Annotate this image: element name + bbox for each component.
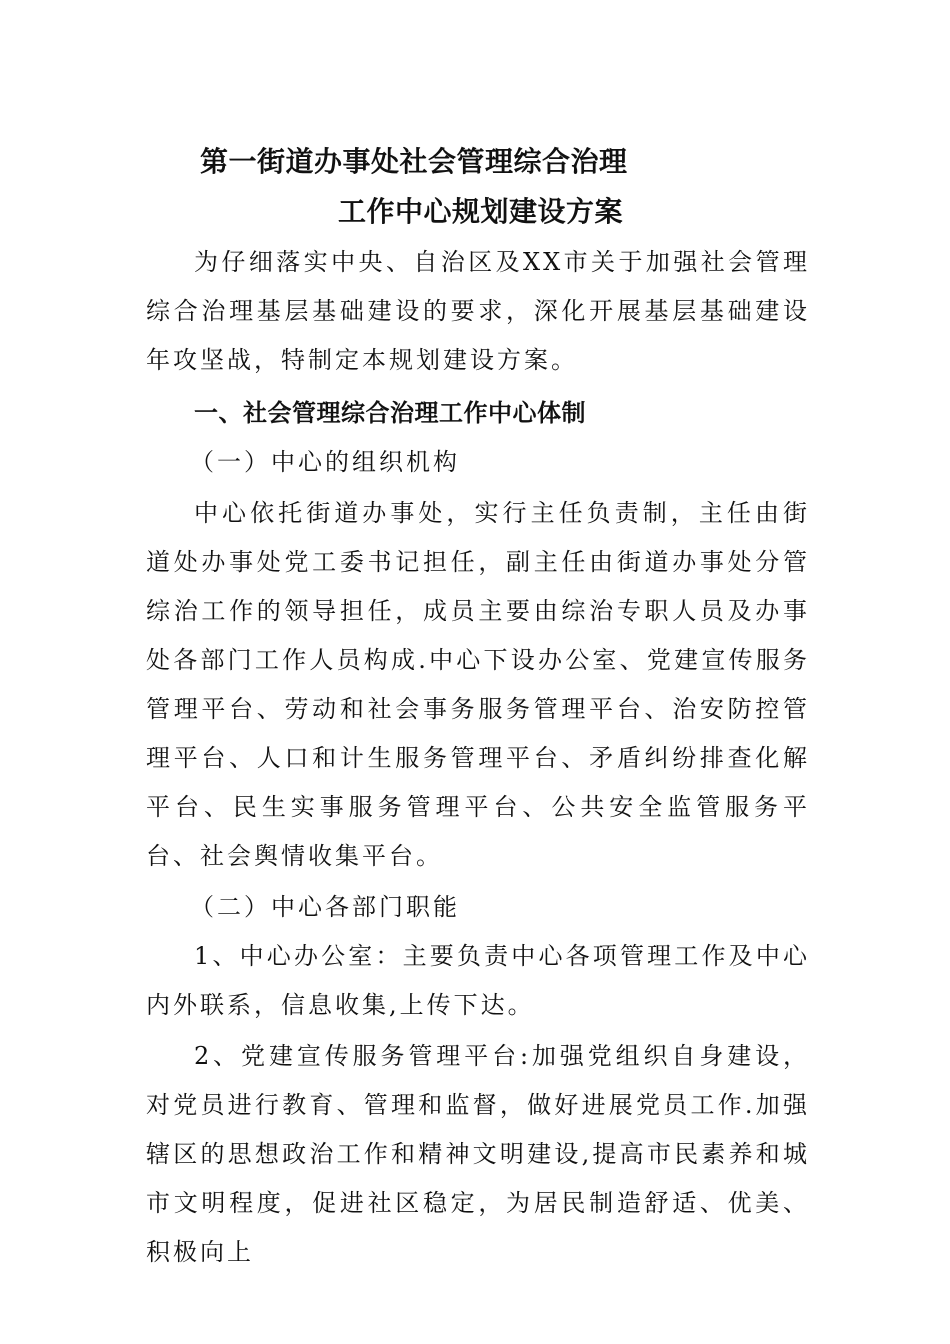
document-title-line-1: 第一街道办事处社会管理综合治理 — [200, 145, 628, 178]
item-1-paragraph: 1、中心办公室：主要负责中心各项管理工作及中心内外联系，信息收集,上传下达。 — [146, 942, 810, 1019]
subsection-1-heading: （一）中心的组织机构 — [190, 448, 460, 476]
section-1-heading: 一、社会管理综合治理工作中心体制 — [194, 399, 586, 427]
document-title-line-2: 工作中心规划建设方案 — [338, 195, 624, 228]
subsection-1-paragraph: 中心依托街道办事处，实行主任负责制，主任由街道处办事处党工委书记担任，副主任由街道办事处分管综治工作的领导担任，成员主要由综治专职人员及办事处各部门工作人员构成.中心下设办公室、党建宣传服务管理平台、劳动和社会事务服务管理平台、治安防控管理平台、人口和计生服务管理平台、矛盾纠纷排查化解平台、民生实事服务管理平台、公共安全监管服务平台、社会舆情收集平台。 — [146, 499, 810, 870]
subsection-2-heading: （二）中心各部门职能 — [190, 893, 460, 921]
intro-paragraph: 为仔细落实中央、自治区及XX市关于加强社会管理综合治理基层基础建设的要求，深化开展基层基础建设年攻坚战，特制定本规划建设方案。 — [146, 248, 810, 374]
item-2-paragraph: 2、党建宣传服务管理平台:加强党组织自身建设，对党员进行教育、管理和监督，做好进展党员工作.加强辖区的思想政治工作和精神文明建设,提高市民素养和城市文明程度，促进社区稳定，为居民制造舒适、优美、积极向上 — [146, 1042, 810, 1266]
document-body — [146, 238, 810, 1277]
